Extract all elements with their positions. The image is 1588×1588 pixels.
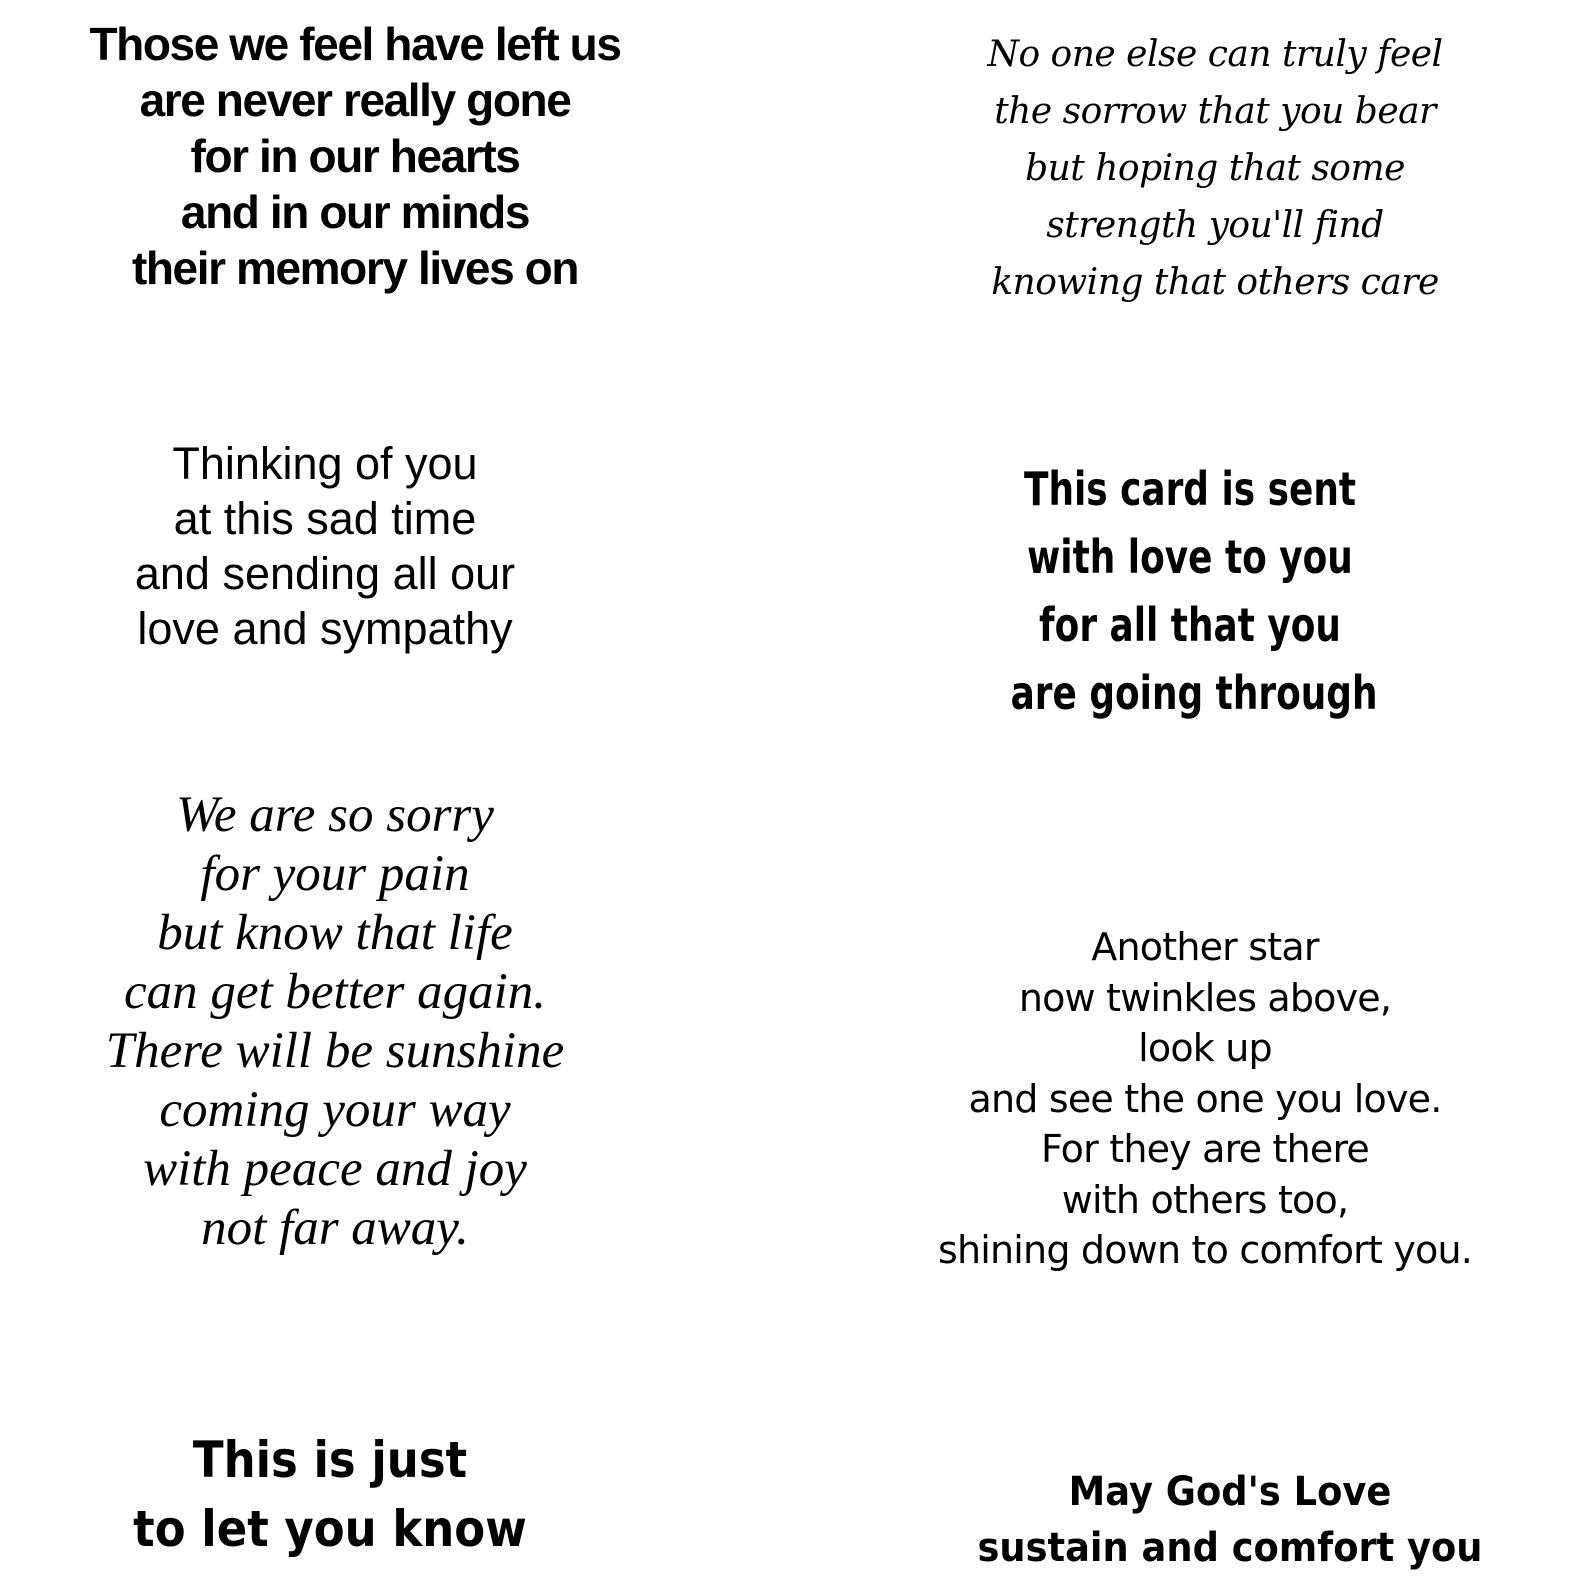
verse-line: love and sympathy xyxy=(137,603,513,654)
verse-line: coming your way xyxy=(159,1082,511,1138)
verse-line: with peace and joy xyxy=(143,1141,527,1197)
verse-line: look up xyxy=(1138,1026,1272,1070)
verse-line: May God's Love xyxy=(1068,1469,1392,1515)
verse-line: This is just xyxy=(192,1431,468,1489)
verse-line: and sending all our xyxy=(134,548,516,599)
verse-line: with others too, xyxy=(1061,1177,1349,1222)
verse-line: to let you know xyxy=(133,1500,527,1558)
verse-line: their memory lives on xyxy=(131,242,579,294)
verse-line: not far away. xyxy=(201,1200,469,1256)
verse-line: but know that life xyxy=(157,905,513,961)
verse-line: for in our hearts xyxy=(190,130,520,182)
verse-line: now twinkles above, xyxy=(1018,975,1392,1020)
verse-line: This card is sent xyxy=(1023,462,1357,516)
verse-line: are going through xyxy=(1010,666,1378,720)
verse-line: Another star xyxy=(1091,925,1319,969)
verse-line: We are so sorry xyxy=(176,787,494,843)
verse-this-card-is-sent xyxy=(1010,455,1378,727)
verse-this-is-just xyxy=(87,1426,573,1564)
verse-line: at this sad time xyxy=(173,493,477,544)
verse-thinking-of-you xyxy=(60,436,590,656)
verse-line: No one else can truly feel xyxy=(987,34,1443,75)
verse-line: knowing that others care xyxy=(991,262,1439,303)
verse-line: strength you'll find xyxy=(1046,205,1384,246)
verse-line: can get better again. xyxy=(123,964,547,1020)
verse-line: There will be sunshine xyxy=(105,1023,565,1079)
verse-line: shining down to comfort you. xyxy=(937,1228,1473,1272)
verse-line: the sorrow that you bear xyxy=(994,91,1436,132)
verse-line: for your pain xyxy=(200,846,470,902)
verse-may-gods-love xyxy=(972,1464,1487,1576)
verse-line: and see the one you love. xyxy=(968,1076,1442,1121)
verse-line: Thinking of you xyxy=(172,438,478,489)
verse-line: for all that you xyxy=(1039,598,1341,652)
verse-line: with love to you xyxy=(1027,530,1353,584)
verse-we-are-so-sorry xyxy=(40,786,630,1258)
verse-no-one-else xyxy=(935,26,1495,311)
verse-line: Those we feel have left us xyxy=(89,18,621,70)
verse-line: For they are there xyxy=(1040,1127,1370,1171)
verse-another-star xyxy=(900,922,1510,1276)
verse-line: sustain and comfort you xyxy=(977,1525,1483,1571)
verse-line: are never really gone xyxy=(139,74,571,126)
verse-line: but hoping that some xyxy=(1025,148,1405,189)
verse-those-we-feel xyxy=(40,16,670,296)
verse-line: and in our minds xyxy=(180,186,530,238)
